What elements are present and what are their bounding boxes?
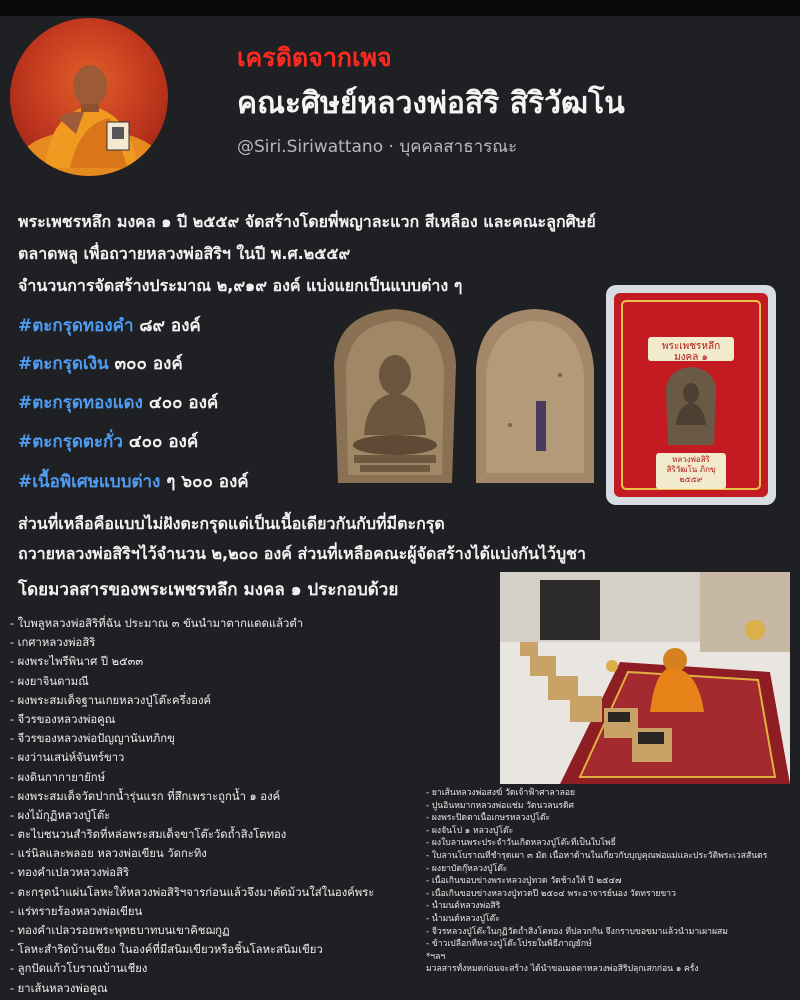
tag-item xyxy=(18,428,198,455)
list-item: - แร่ทรายร้องหลวงพ่อเขียน xyxy=(10,904,143,918)
hashtag-link[interactable]: #ตะกรุดเงิน xyxy=(18,354,109,374)
composition-title: โดยมวลสารของพระเพชรหลึก มงคล ๑ ประกอบด้วย xyxy=(18,580,399,600)
tag-count: ๓๐๐ องค์ xyxy=(108,354,183,374)
box-label-line2: มงคล ๑ xyxy=(674,352,708,363)
list-item: *ฯลฯ xyxy=(426,951,446,962)
list-item: - ผงดินกากายายักษ์ xyxy=(10,770,106,784)
list-item: - เนื้อเกินขอบข่างหลวงปู่ทวดปี ๒๕๐๔ พระอาจารย์นอง วัดทรายขาว xyxy=(426,888,676,899)
page-avatar[interactable] xyxy=(10,18,168,176)
ceremony-scene-icon xyxy=(500,572,790,784)
top-bar xyxy=(0,0,800,16)
monk-portrait-icon xyxy=(10,18,168,176)
box-label-bottom xyxy=(658,455,724,485)
amulet-front-photo[interactable] xyxy=(326,305,464,487)
credit-heading: เครดิตจากเพจ xyxy=(237,43,392,72)
list-item: - ผงยาจินดามณี xyxy=(10,674,89,688)
list-item: - ใบลานโบราณที่ชำรุดเผา ๓ มัด เนื้อหาด้านในเกี่ยวกับบุญคุณพ่อแม่และประวัติพระเวสสันดร xyxy=(426,850,768,861)
page-name[interactable]: คณะศิษย์หลวงพ่อสิริ สิริวัฒโน xyxy=(237,86,625,121)
list-item: - ทองคำเปลวหลวงพ่อสิริ xyxy=(10,866,130,880)
tag-count: ๆ ๖๐๐ องค์ xyxy=(160,472,249,492)
list-item: - ผงพระสมเด็จวัดปากน้ำรุ่นแรก ที่สึกเพราะถูกน้ำ ๑ องค์ xyxy=(10,789,281,803)
amulet-back-photo[interactable] xyxy=(470,305,600,487)
intro-line: ตลาดพลู เพื่อถวายหลวงพ่อสิริฯ ในปี พ.ศ.๒๕๕๙ xyxy=(18,244,351,263)
list-item: - น้ำมนต์หลวงพ่อสิริ xyxy=(426,901,501,912)
hashtag-link[interactable]: #ตะกรุดทองคำ xyxy=(18,316,134,336)
list-item: - ผงไม้กุฏิหลวงปู่โต๊ะ xyxy=(10,808,111,822)
ingredient-list-small xyxy=(426,787,796,976)
hashtag-link[interactable]: #ตะกรุดทองแดง xyxy=(18,393,143,413)
tag-item xyxy=(18,468,249,495)
boxed-amulet-photo[interactable] xyxy=(606,285,776,505)
list-item: - ยาเส้นหลวงพ่อสงฆ์ วัดเจ้าฟ้าศาลาลอย xyxy=(426,788,576,798)
intro-line: พระเพชรหลึก มงคล ๑ ปี ๒๕๕๙ จัดสร้างโดยพี่พญาละแวก สีเหลือง และคณะลูกศิษย์ xyxy=(18,212,596,231)
list-item: - เกศาหลวงพ่อสิริ xyxy=(10,636,96,650)
list-item: - เนื้อเกินขอบข่างพระหลวงปู่ทวด วัดช้างให้ ปี ๒๕๔๗ xyxy=(426,876,622,887)
box-label-line5: ๒๕๕๙ xyxy=(679,475,703,484)
list-item: - ใบพลูหลวงพ่อสิริที่ฉัน ประมาณ ๓ ขันนำมาตากแดดแล้วตำ xyxy=(10,617,304,630)
list-item: - ตะกรุดนำแผ่นโลหะให้หลวงพ่อสิริฯจารก่อนแล้วจึงมาตัดม้วนใส่ในองค์พระ xyxy=(10,885,375,899)
list-item: - ผงพระปิดตาเนื้อเกษรหลวงปู่โต๊ะ xyxy=(426,813,551,824)
hashtag-link[interactable]: #เนื้อพิเศษแบบต่าง xyxy=(18,472,161,492)
list-item: - ผงยาบัดกุ๊หลวงปู่โต๊ะ xyxy=(426,863,508,874)
list-item: - ข้าวเปลือกที่หลวงปู่โต๊ะโปรยในพิธีภาญยักษ์ xyxy=(426,939,592,950)
box-label-top xyxy=(654,341,728,363)
remain-line: ถวายหลวงพ่อสิริฯไว้จำนวน ๒,๒๐๐ องค์ ส่วนที่เหลือคณะผู้จัดสร้างได้แบ่งกันไว้บูชา xyxy=(18,544,586,563)
tag-count: ๔๐๐ องค์ xyxy=(122,432,199,452)
amulet-front-icon xyxy=(326,305,464,487)
list-item: - ปูนอินหมากหลวงพ่อแช่ม วัดนวลนรดิศ xyxy=(426,800,575,811)
intro-line: จำนวนการจัดสร้างประมาณ ๒,๙๑๙ องค์ แบ่งแยกเป็นแบบต่าง ๆ xyxy=(18,276,463,295)
list-item: - ตะไบชนวนสำริดที่หล่อพระสมเด็จขาโต๊ะวัดถ้ำสิงโตทอง xyxy=(10,828,287,842)
box-label-line3: หลวงพ่อสิริ xyxy=(672,455,710,464)
box-label-line4: สิริวัฒโน ภิกขุ xyxy=(666,465,716,474)
remain-line: ส่วนที่เหลือคือแบบไม่ฝังตะกรุดแต่เป็นเนื้อเดียวกันกับที่มีตะกรุด xyxy=(18,514,445,533)
tag-item xyxy=(18,389,218,416)
list-item: - โลหะสำริดบ้านเชียง ในองค์ที่มีสนิมเขียวหรือชิ้นโลหะสนิมเขียว xyxy=(10,943,323,957)
list-item: - ลูกปัดแก้วโบราณบ้านเชียง xyxy=(10,962,148,976)
tag-count: ๔๐๐ องค์ xyxy=(142,393,219,413)
tag-item xyxy=(18,350,183,377)
tag-count: ๘๙ องค์ xyxy=(133,316,201,336)
page-handle: @Siri.Siriwattano · บุคคลสาธารณะ xyxy=(237,137,518,157)
box-label-line1: พระเพชรหลึก xyxy=(661,341,721,352)
list-item: - ผงจันโป ๑ หลวงปู่โต๊ะ xyxy=(426,825,514,836)
amulet-back-icon xyxy=(470,305,600,487)
list-item: มวลสารทั้งหมดก่อนจะสร้าง ได้นำขอเมตตาหลวงพ่อสิริปลุกเสกก่อน ๑ ครั้ง xyxy=(426,964,699,975)
list-item: - จีวรของหลวงพ่อคูณ xyxy=(10,712,116,726)
list-item: - ผงพระสมเด็จฐานเกยหลวงปู่โต๊ะครึ่งองค์ xyxy=(10,693,212,707)
tag-item xyxy=(18,312,201,339)
list-item: - ผงใบลานพระประจำวันเกิดหลวงปู่โต๊ะที่เป็นใบโพธิ์ xyxy=(426,838,616,849)
list-item: - ยาเส้นหลวงพ่อคูณ xyxy=(10,981,108,995)
list-item: - ผงว่านเสน่ห์จันทร์ขาว xyxy=(10,751,125,765)
list-item: - แร่นิลและพลอย หลวงพ่อเขียน วัดกะทิง xyxy=(10,847,207,861)
list-item: - จีวรหลวงปู่โต๊ะในกุฏิวัดถ้ำสิงโตทอง ที่ปลวกกิน จึงกราบขอขมาแล้วนำมาเผาผสม xyxy=(426,926,728,937)
ceremony-photo[interactable] xyxy=(500,572,790,784)
list-item: - ทองคำเปลวรอยพระพุทธบาทบนเขาคิชฌกูฏ xyxy=(10,924,230,937)
hashtag-link[interactable]: #ตะกรุดตะกั่ว xyxy=(18,432,123,452)
list-item: - ผงพระไพรีพินาศ ปี ๒๕๓๓ xyxy=(10,655,144,669)
ingredient-list xyxy=(10,614,430,998)
list-item: - น้ำมนต์หลวงปู่โต๊ะ xyxy=(426,913,500,924)
list-item: - จีวรของหลวงพ่อปัญญานันทภิกขุ xyxy=(10,732,175,746)
